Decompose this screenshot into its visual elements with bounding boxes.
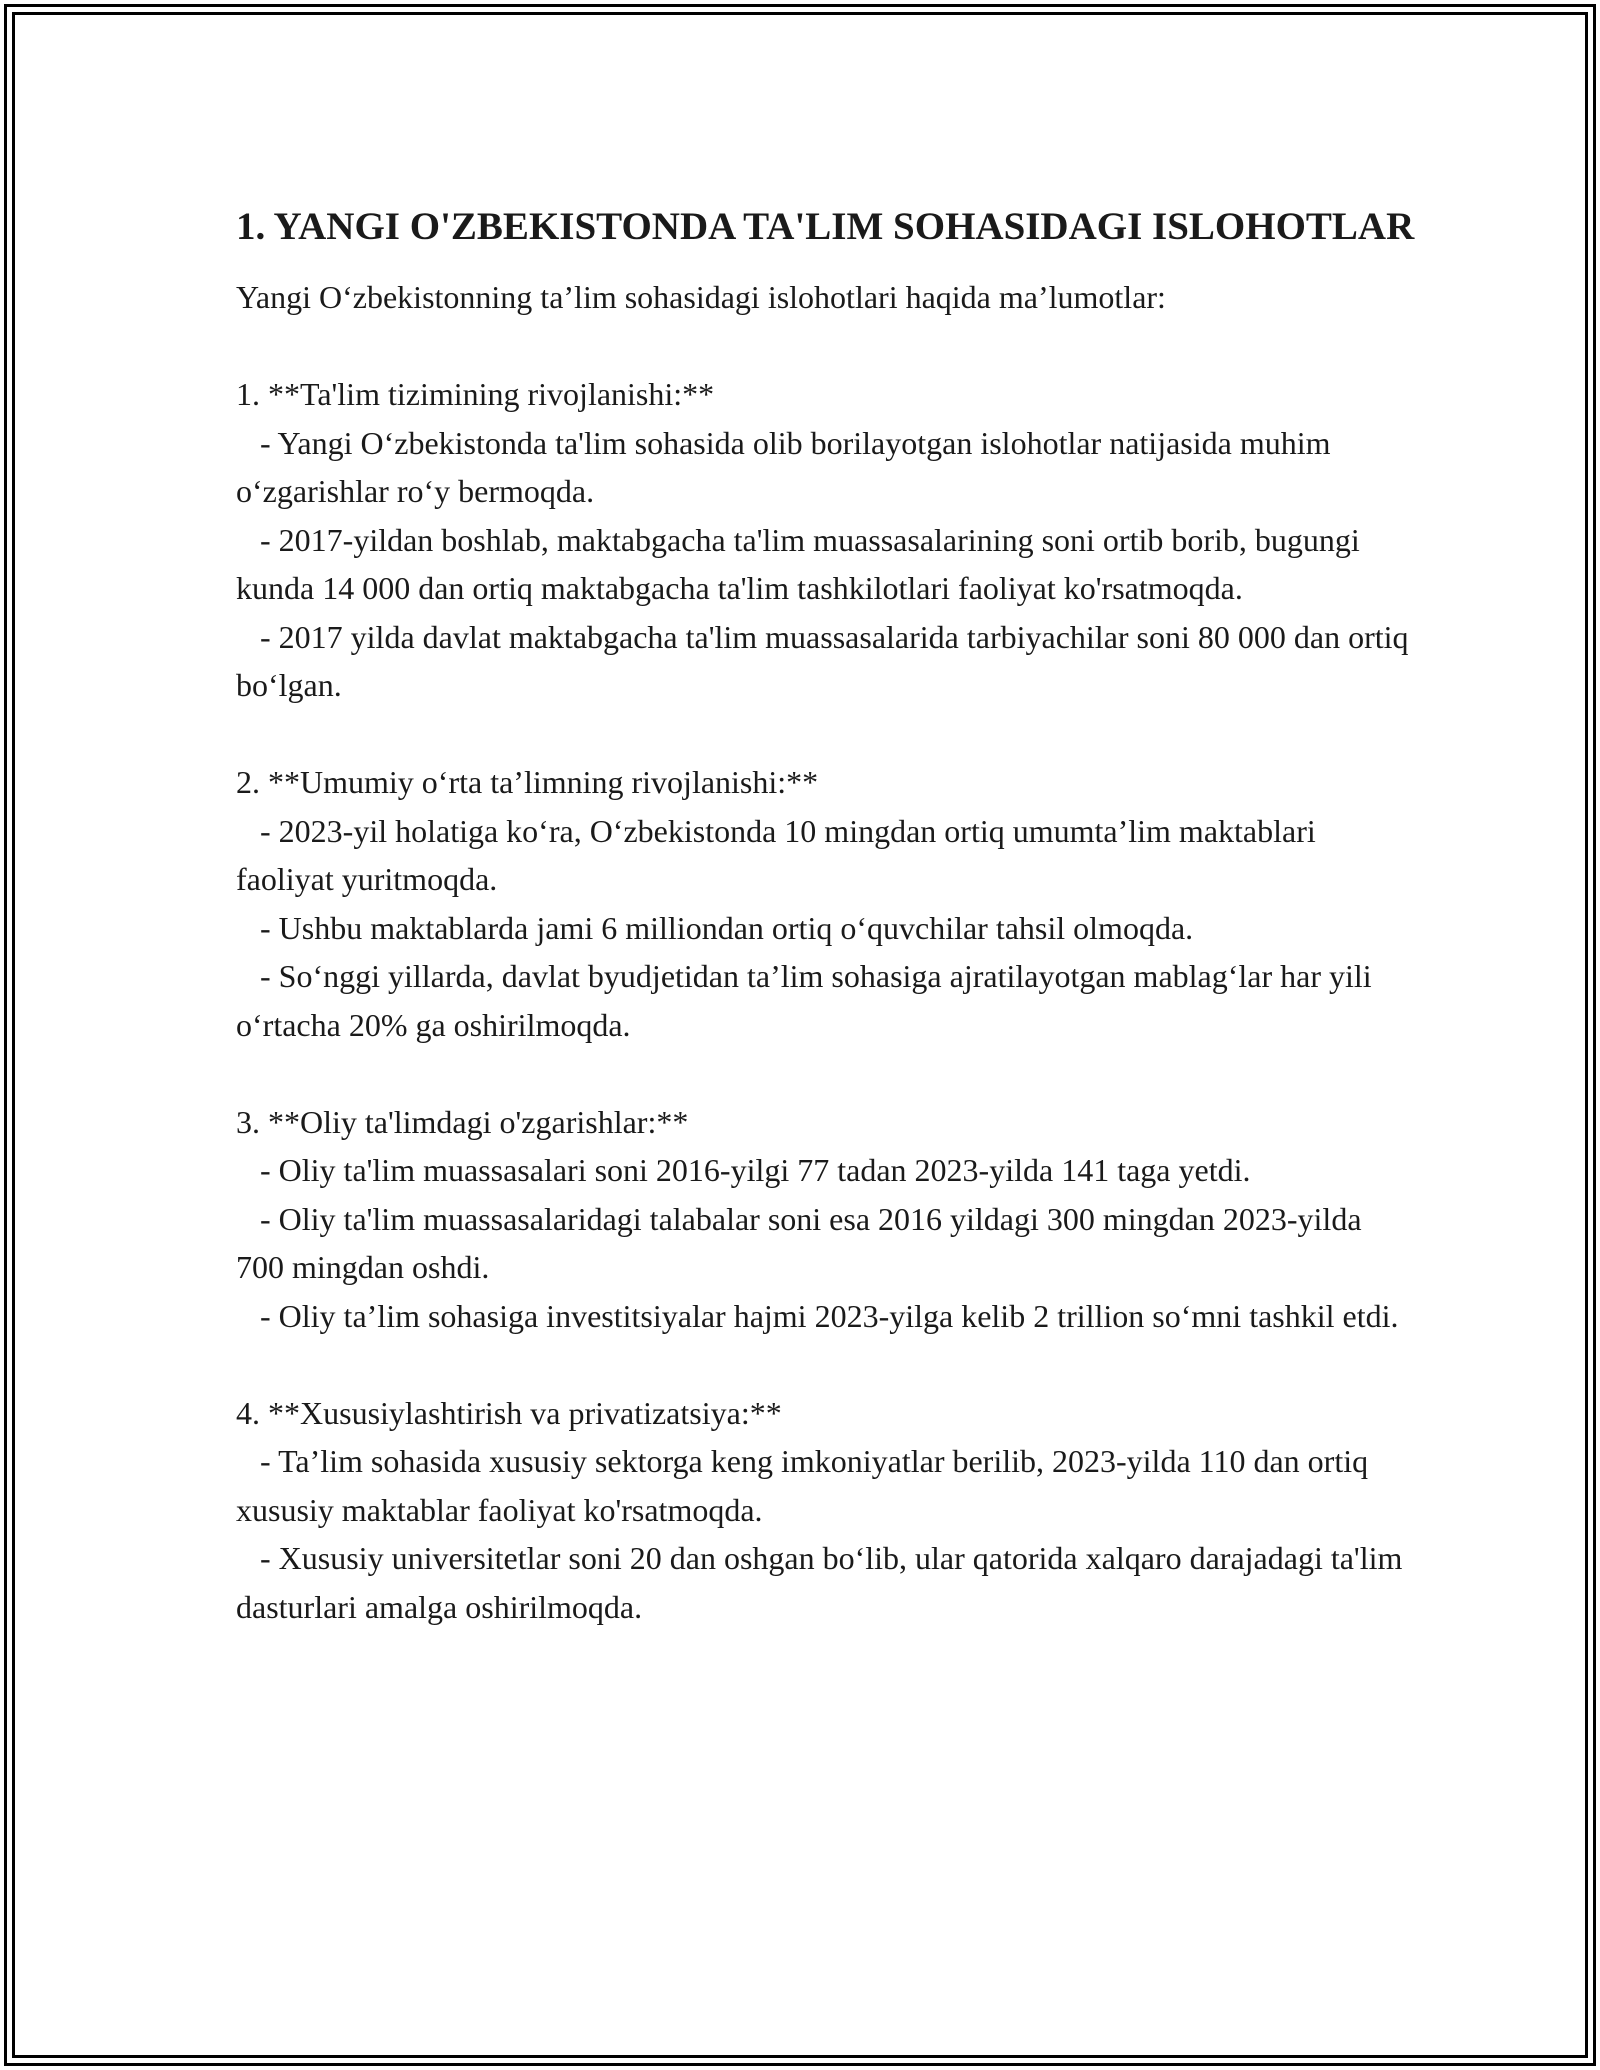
bullet-item: - Oliy ta'lim muassasalaridagi talabalar soni esa 2016 yildagi 300 mingdan 2023-yilda 700 mingdan oshdi.: [236, 1200, 1370, 1285]
bullet-item: - Xususiy universitetlar soni 20 dan oshgan bo‘lib, ular qatorida xalqaro darajadagi ta'lim dasturlari amalga oshirilmoqda.: [236, 1540, 1411, 1625]
bullet-item: - 2017-yildan boshlab, maktabgacha ta'lim muassasalarining soni ortib borib, bugungi kunda 14 000 dan ortiq maktabgacha ta'lim tashkilotlari faoliyat ko'rsatmoqda.: [236, 521, 1368, 606]
bullet-item: - So‘nggi yillarda, davlat byudjetidan ta’lim sohasiga ajratilayotgan mablag‘lar har yili o‘rtacha 20% ga oshirilmoqda.: [236, 958, 1380, 1043]
section-4: [236, 1389, 1416, 1632]
bullet-item: - 2017 yilda davlat maktabgacha ta'lim muassasalarida tarbiyachilar soni 80 000 dan ortiq bo‘lgan.: [236, 618, 1417, 703]
section-2: [236, 758, 1416, 1049]
section-heading: 2. **Umumiy o‘rta ta’limning rivojlanishi:**: [236, 764, 819, 800]
bullet-item: - Oliy ta’lim sohasiga investitsiyalar hajmi 2023-yilga kelib 2 trillion so‘mni tashkil etdi.: [236, 1297, 1399, 1334]
bullet-item: - Ta’lim sohasida xususiy sektorga keng imkoniyatlar berilib, 2023-yilda 110 dan ortiq xususiy maktablar faoliyat ko'rsatmoqda.: [236, 1443, 1377, 1528]
bullet-item: - 2023-yil holatiga ko‘ra, O‘zbekistonda 10 mingdan ortiq umumta’lim maktablari faoliyat yuritmoqda.: [236, 812, 1324, 897]
section-heading: 1. **Ta'lim tizimining rivojlanishi:**: [236, 376, 715, 412]
bullet-item: - Oliy ta'lim muassasalari soni 2016-yilgi 77 tadan 2023-yilda 141 taga yetdi.: [236, 1152, 1251, 1188]
bullet-item: - Ushbu maktablarda jami 6 milliondan ortiq o‘quvchilar tahsil olmoqda.: [236, 909, 1194, 946]
section-1: [236, 370, 1416, 710]
document-title: 1. YANGI O'ZBEKISTONDA TA'LIM SOHASIDAGI ISLOHOTLAR: [236, 205, 1415, 248]
document-body: [236, 190, 1416, 1631]
section-heading: 3. **Oliy ta'limdagi o'zgarishlar:**: [236, 1103, 689, 1140]
section-3: [236, 1098, 1416, 1341]
section-heading: 4. **Xususiylashtirish va privatizatsiya:**: [236, 1394, 782, 1431]
document-intro: Yangi O‘zbekistonning ta’lim sohasidagi islohotlari haqida ma’lumotlar:: [236, 279, 1166, 315]
bullet-item: - Yangi O‘zbekistonda ta'lim sohasida olib borilayotgan islohotlar natijasida muhim o‘zgarishlar ro‘y bermoqda.: [236, 424, 1339, 509]
